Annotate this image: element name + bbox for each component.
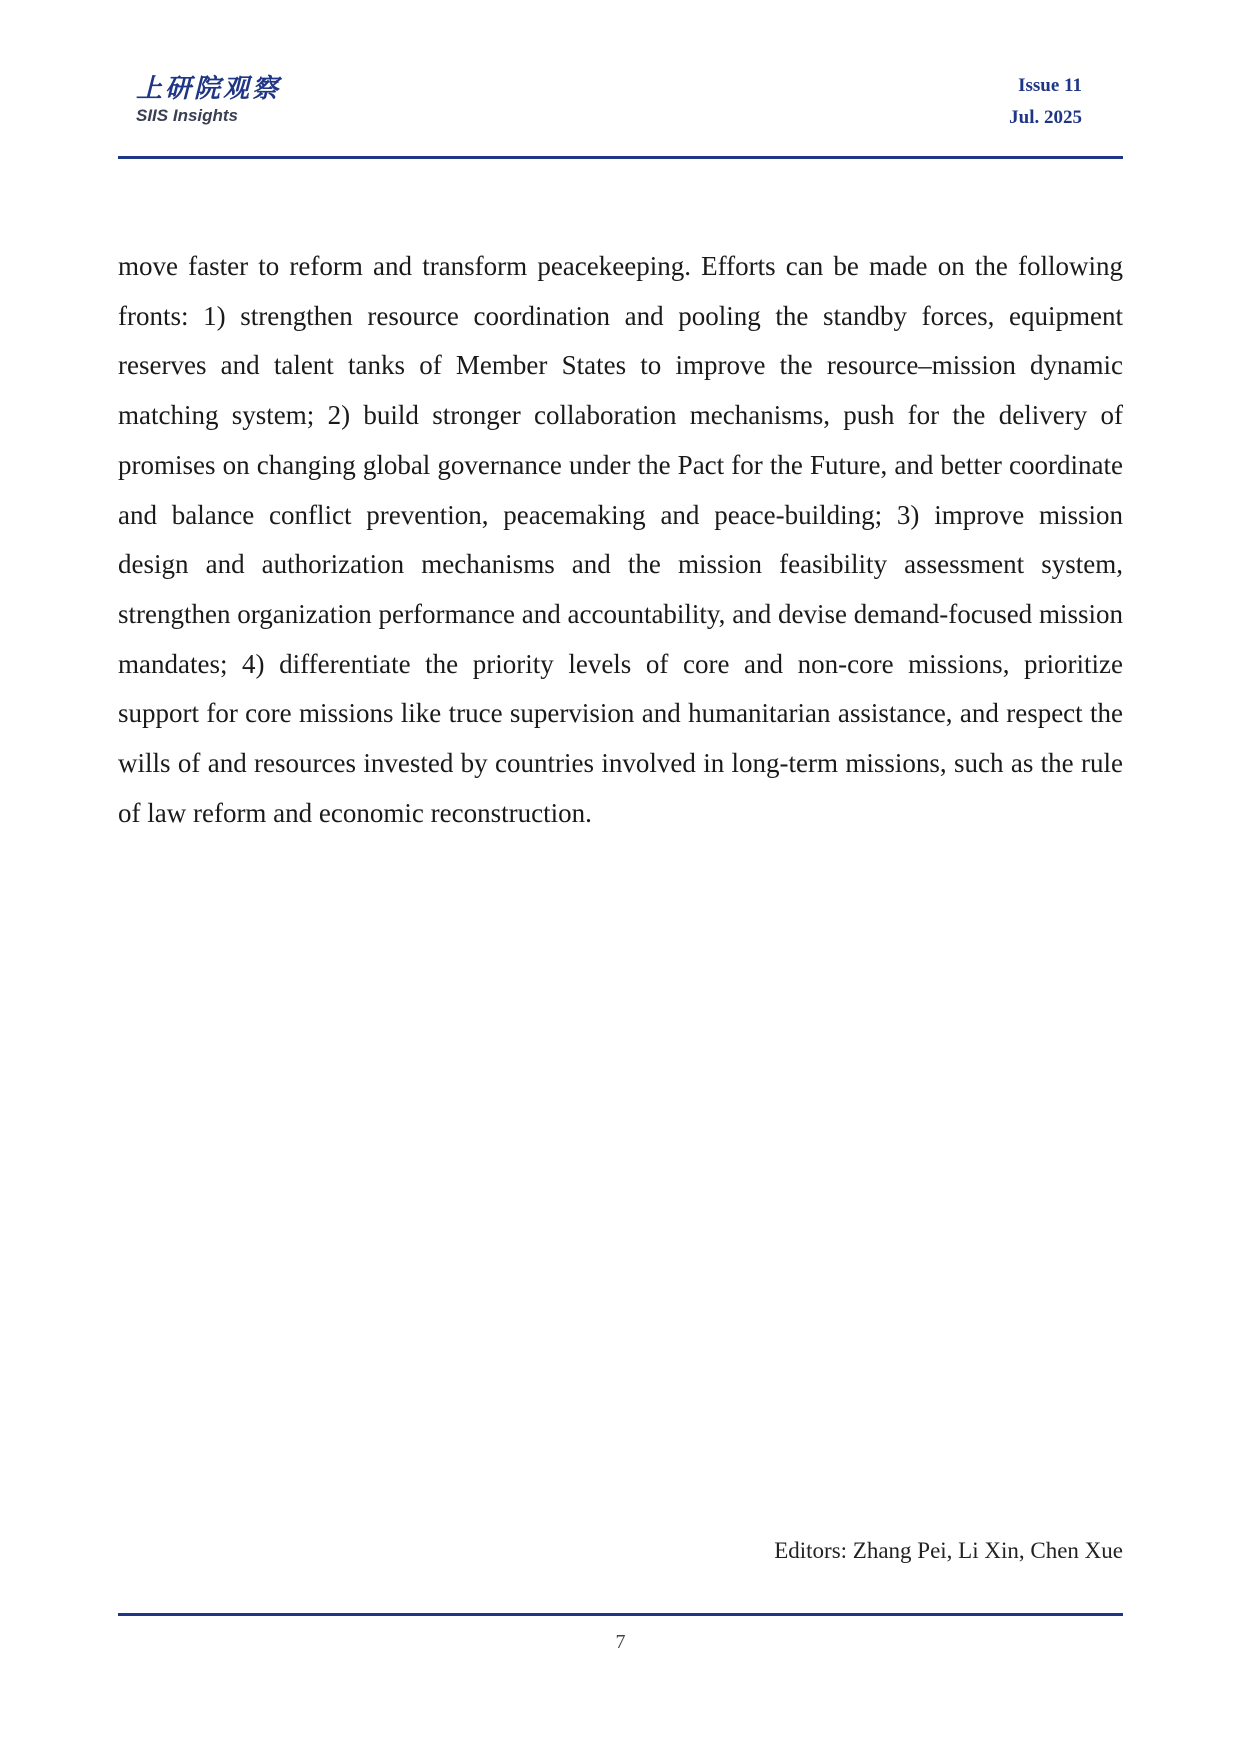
page-number: 7 [615, 1631, 626, 1653]
header-divider [118, 156, 1123, 159]
footer-divider [118, 1613, 1123, 1616]
publication-logo [136, 74, 316, 126]
body-paragraph: move faster to reform and transform peacekeeping. Efforts can be made on the following fronts: 1) strengthen resource coordination and pooling the standby forces, equipment reserves and talent tanks of Member States to improve the resource–mission dynamic matching system; 2) build stronger collaboration mechanisms, push for the delivery of promises on changing global governance under the Pact for the Future, and better coordinate and balance conflict prevention, peacemaking and peace-building; 3) improve mission design and authorization mechanisms and the mission feasibility assessment system, strengthen organization performance and accountability, and devise demand-focused mission mandates; 4) differentiate the priority levels of core and non-core missions, prioritize support for core missions like truce supervision and humanitarian assistance, and respect the wills of and resources invested by countries involved in long-term missions, such as the rule of law reform and economic reconstruction. [118, 251, 1123, 828]
issue-date: Jul. 2025 [1009, 107, 1082, 128]
issue-number: Issue 11 [1018, 75, 1082, 96]
issue-info [1009, 70, 1082, 134]
logo-chinese-title: 上研院观察 [136, 74, 282, 104]
logo-english-title: SIIS Insights [136, 106, 239, 125]
editors-credit: Editors: Zhang Pei, Li Xin, Chen Xue [774, 1538, 1123, 1563]
